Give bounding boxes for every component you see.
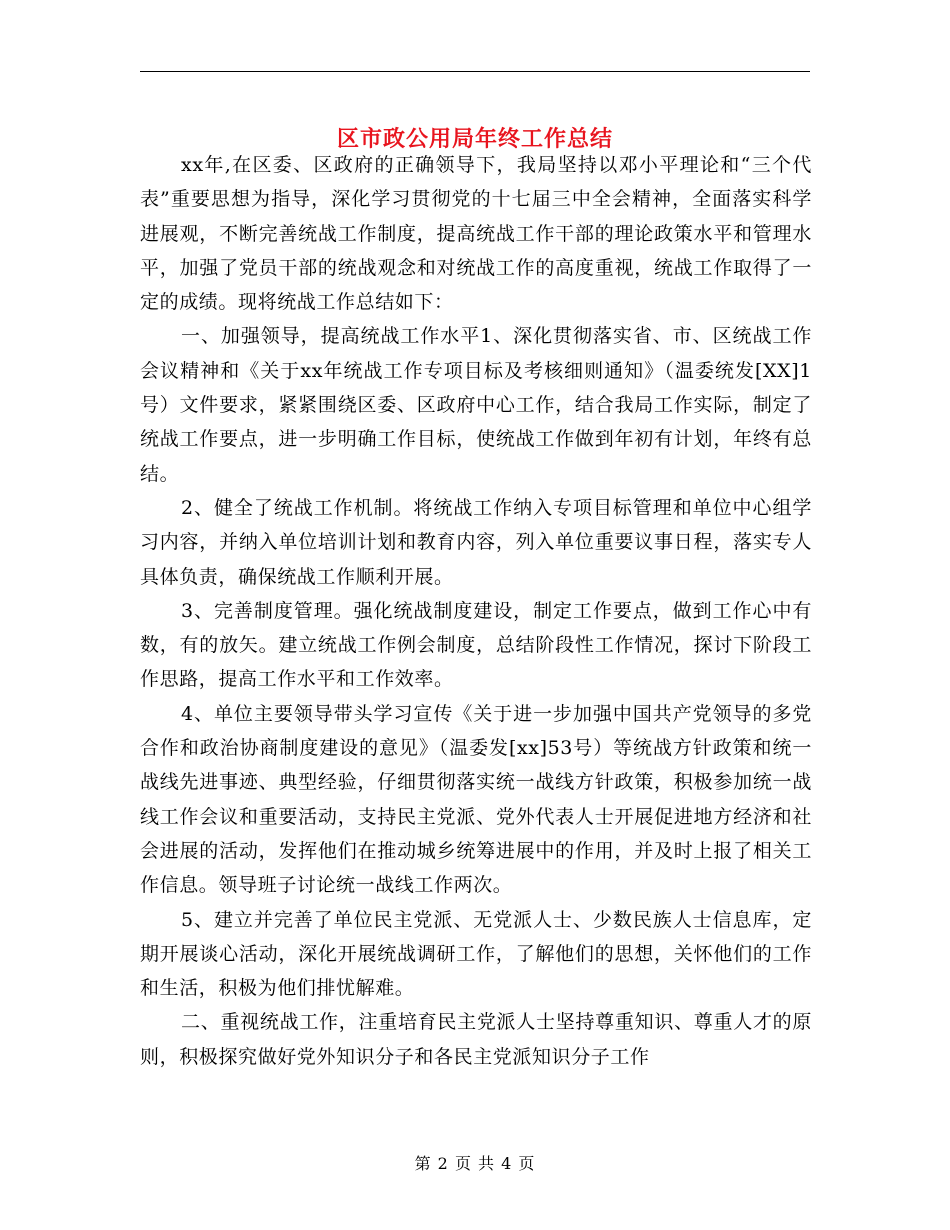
item-four-paragraph: 4、单位主要领导带头学习宣传《关于进一步加强中国共产党领导的多党合作和政治协商制度建设的意见》（温委发[xx]53号）等统战方针政策和统一战线先进事迹、典型经验，仔细贯彻落实统一战线方针政策，积极参加统一战线工作会议和重要活动，支持民主党派、党外代表人士开展促进地方经济和社会进展的活动，发挥他们在推动城乡统筹进展中的作用，并及时上报了相关工作信息。领导班子讨论统一战线工作两次。: [140, 702, 812, 897]
item-two-paragraph: 2、健全了统战工作机制。将统战工作纳入专项目标管理和单位中心组学习内容，并纳入单位培训计划和教育内容，列入单位重要议事日程，落实专人具体负责，确保统战工作顺利开展。: [140, 496, 812, 588]
intro-paragraph: xx年,在区委、区政府的正确领导下，我局坚持以邓小平理论和“三个代表”重要思想为指导，深化学习贯彻党的十七届三中全会精神，全面落实科学进展观，不断完善统战工作制度，提高统战工作干部的理论政策水平和管理水平，加强了党员干部的统战观念和对统战工作的高度重视，统战工作取得了一定的成绩。现将统战工作总结如下：: [140, 154, 812, 314]
section-one-paragraph: 一、加强领导，提高统战工作水平1、深化贯彻落实省、市、区统战工作会议精神和《关于xx年统战工作专项目标及考核细则通知》（温委统发[XX]1号）文件要求，紧紧围绕区委、区政府中心工作，结合我局工作实际，制定了统战工作要点，进一步明确工作目标，使统战工作做到年初有计划，年终有总结。: [140, 325, 812, 485]
document-title: 区市政公用局年终工作总结: [336, 126, 613, 152]
section-two-paragraph: 二、重视统战工作，注重培育民主党派人士坚持尊重知识、尊重人才的原则，积极探究做好党外知识分子和各民主党派知识分子工作: [140, 1011, 812, 1068]
document-body: [140, 148, 812, 1074]
header-rule: [140, 71, 810, 72]
item-five-paragraph: 5、建立并完善了单位民主党派、无党派人士、少数民族人士信息库，定期开展谈心活动，深化开展统战调研工作，了解他们的思想，关怀他们的工作和生活，积极为他们排忧解难。: [140, 908, 812, 1000]
page-number-footer: 第 2 页 共 4 页: [414, 1154, 536, 1173]
item-three-paragraph: 3、完善制度管理。强化统战制度建设，制定工作要点，做到工作心中有数，有的放矢。建立统战工作例会制度，总结阶段性工作情况，探讨下阶段工作思路，提高工作水平和工作效率。: [140, 599, 812, 691]
